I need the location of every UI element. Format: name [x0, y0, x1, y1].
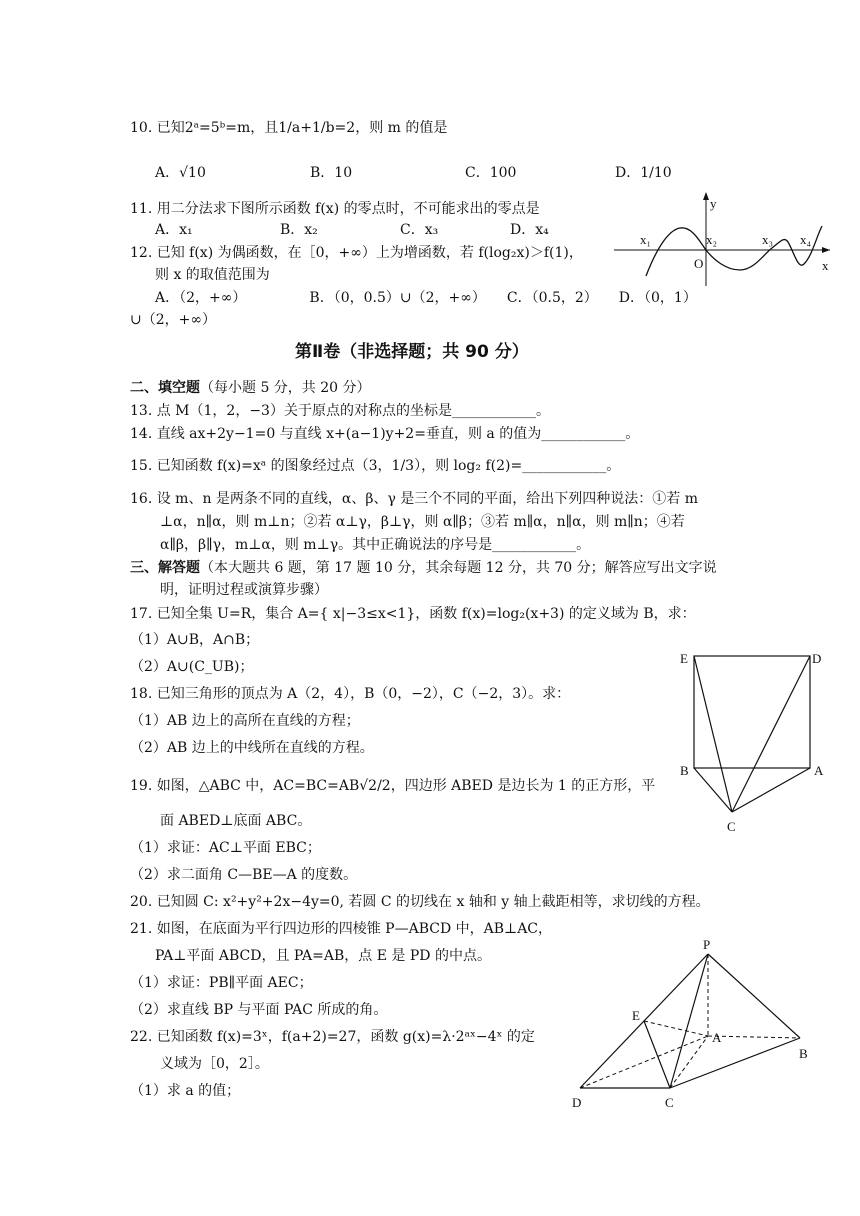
- q11-option-b: B．x₂: [280, 222, 318, 238]
- q13: 13. 点 M（1，2，−3）关于原点的对称点的坐标是____________。: [130, 403, 550, 419]
- q11-option-a: A．x₁: [155, 222, 193, 238]
- pyramid-label-p: P: [703, 937, 711, 952]
- graph-label-x4: x₄: [800, 232, 812, 247]
- q19-part-2: （2）求二面角 C—BE—A 的度数。: [130, 867, 358, 883]
- square-label-e: E: [680, 651, 688, 666]
- solve-note-1: （本大题共 6 题，第 17 题 10 分，其余每题 12 分，共 70 分；解答应写出文字说: [200, 560, 717, 576]
- q10-option-a: A．√10: [155, 165, 206, 181]
- q16-line-3: α∥β，β∥γ，m⊥α，则 m⊥γ。其中正确说法的序号是____________。: [160, 537, 591, 553]
- q18-part-2: （2）AB 边上的中线所在直线的方程。: [130, 740, 374, 756]
- q11-stem: 11. 用二分法求下图所示函数 f(x) 的零点时，不可能求出的零点是: [130, 201, 540, 217]
- q21-part-1: （1）求证：PB∥平面 AEC；: [130, 975, 313, 991]
- q10-stem: 10. 已知2ᵃ=5ᵇ=m，且1/a+1/b=2，则 m 的值是: [130, 120, 448, 136]
- q22-part-1: （1）求 a 的值；: [130, 1083, 241, 1099]
- q18: 18. 已知三角形的顶点为 A（2，4），B（0，−2），C（−2，3）。求：: [130, 686, 571, 702]
- q21-part-2: （2）求直线 BP 与平面 PAC 所成的角。: [130, 1002, 388, 1018]
- q15: 15. 已知函数 f(x)=xᵃ 的图象经过点（3，1/3），则 log₂ f(2)=____________。: [130, 458, 621, 474]
- q10-option-d: D．1/10: [615, 165, 672, 181]
- graph-label-x3: x₃: [762, 232, 774, 247]
- square-label-d: D: [812, 651, 822, 666]
- graph-label-x2: x₂: [706, 232, 718, 247]
- graph-label-x: x: [822, 258, 829, 273]
- function-graph-figure: [608, 188, 838, 288]
- fill-note: （每小题 5 分，共 20 分）: [200, 380, 371, 396]
- part2-title: 第Ⅱ卷（非选择题；共 90 分）: [295, 342, 529, 362]
- graph-label-x1: x₁: [640, 232, 652, 247]
- solve-section-header: [130, 558, 717, 578]
- pyramid-label-b: B: [799, 1046, 808, 1061]
- fill-section-header: [130, 378, 371, 398]
- square-label-b: B: [680, 763, 689, 778]
- square-label-c: C: [727, 819, 736, 834]
- q19-line-2: 面 ABED⊥底面 ABC。: [160, 813, 312, 829]
- q19: 19. 如图，△ABC 中，AC=BC=AB√2/2，四边形 ABED 是边长为 1 的正方形，平: [130, 778, 656, 794]
- q18-part-1: （1）AB 边上的高所在直线的方程；: [130, 713, 360, 729]
- q22-line-2: 义域为［0，2］。: [160, 1056, 269, 1072]
- pyramid-label-a: A: [712, 1030, 722, 1045]
- q10-option-c: C．100: [465, 165, 517, 181]
- q20: 20. 已知圆 C: x²+y²+2x−4y=0, 若圆 C 的切线在 x 轴和 y 轴上截距相等，求切线的方程。: [130, 894, 710, 910]
- square-label-a: A: [814, 763, 824, 778]
- q22: 22. 已知函数 f(x)=3ˣ，f(a+2)=27，函数 g(x)=λ·2ᵃˣ−4ˣ 的定: [130, 1029, 535, 1045]
- q17: 17. 已知全集 U=R，集合 A={ x|−3≤x<1}，函数 f(x)=log₂(x+3) 的定义域为 B，求：: [130, 606, 696, 622]
- q14: 14. 直线 ax+2y−1=0 与直线 x+(a−1)y+2=垂直，则 a 的值为____________。: [130, 426, 640, 442]
- pyramid-label-e: E: [632, 1008, 640, 1023]
- square-abed-figure: [676, 646, 836, 841]
- q16-line-2: ⊥α，n∥α，则 m⊥n；②若 α⊥γ，β⊥γ，则 α∥β；③若 m∥α，n∥α，则 m∥n；④若: [160, 514, 685, 530]
- q12-stem-2: 则 x 的取值范围为: [155, 267, 270, 283]
- q21: 21. 如图，在底面为平行四边形的四棱锥 P—ABCD 中，AB⊥AC，: [130, 921, 553, 937]
- q17-part-2: （2）A∪(C_UB)；: [130, 659, 254, 675]
- q21-line-2: PA⊥平面 ABCD，且 PA=AB，点 E 是 PD 的中点。: [155, 948, 491, 964]
- q12-options-2: ∪（2，+∞）: [130, 312, 217, 328]
- q11-option-d: D．x₄: [510, 222, 549, 238]
- q16-line-1: 16. 设 m、n 是两条不同的直线，α、β、γ 是三个不同的平面，给出下列四种说法：①若 m: [130, 491, 698, 507]
- q19-part-1: （1）求证：AC⊥平面 EBC；: [130, 840, 321, 856]
- pyramid-label-d: D: [572, 1095, 582, 1110]
- q10-option-b: B．10: [310, 165, 353, 181]
- fill-head: 二、填空题: [130, 380, 200, 396]
- solve-note-2: 明，证明过程或演算步骤）: [160, 582, 328, 598]
- pyramid-label-c: C: [665, 1095, 674, 1110]
- solve-head: 三、解答题: [130, 560, 200, 576]
- graph-label-origin: O: [694, 256, 704, 271]
- pyramid-figure: [566, 936, 826, 1112]
- q12-options: A．（2，+∞） B．（0，0.5）∪（2，+∞） C．（0.5，2） D．（0，1）: [155, 290, 697, 306]
- q11-option-c: C．x₃: [400, 222, 439, 238]
- q17-part-1: （1）A∪B，A∩B；: [130, 632, 260, 648]
- graph-label-y: y: [710, 196, 717, 211]
- q12-stem: 12. 已知 f(x) 为偶函数，在［0，+∞）上为增函数，若 f(log₂x)＞f(1)，: [130, 245, 583, 261]
